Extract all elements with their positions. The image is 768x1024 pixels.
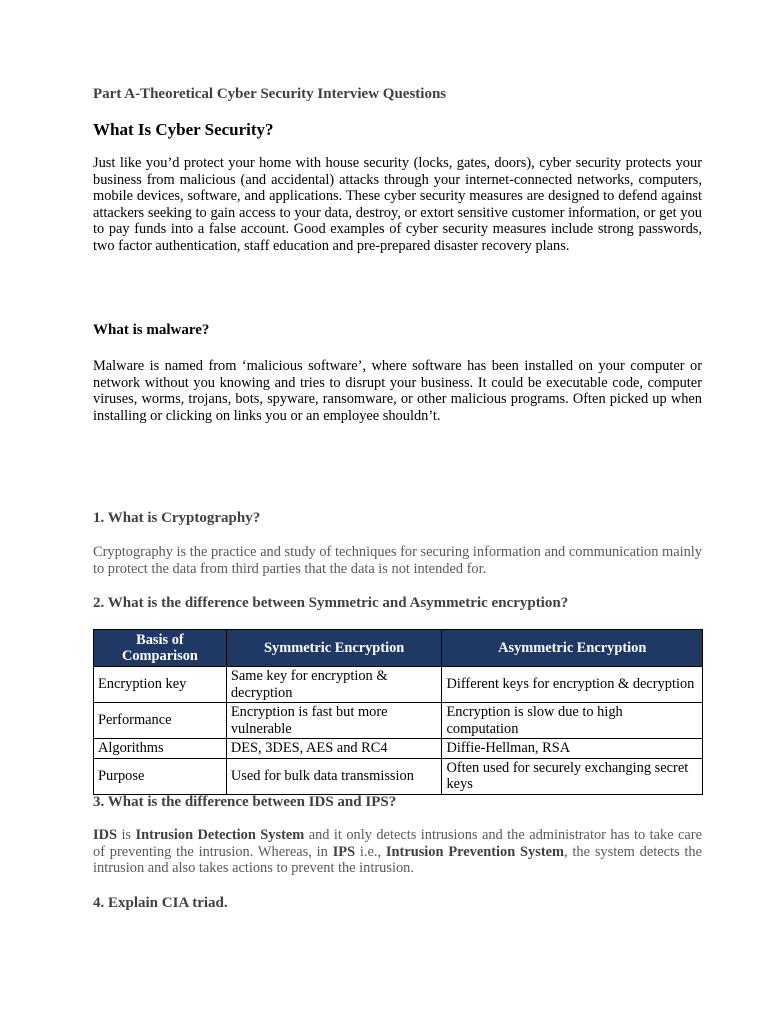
encryption-question: 2. What is the difference between Symmetric and Asymmetric encryption? bbox=[93, 595, 569, 611]
table-cell: Encryption is slow due to high computation bbox=[442, 703, 703, 739]
table-header-asymmetric: Asymmetric Encryption bbox=[442, 630, 703, 667]
cia-triad-question: 4. Explain CIA triad. bbox=[93, 895, 228, 911]
ips-ie-text: i.e., bbox=[355, 843, 386, 860]
encryption-comparison-table bbox=[93, 629, 703, 795]
table-header-row bbox=[94, 630, 703, 667]
table-cell: Performance bbox=[94, 703, 227, 739]
table-cell: Used for bulk data transmission bbox=[226, 758, 442, 794]
table-row bbox=[94, 758, 703, 794]
ids-term: IDS bbox=[93, 827, 117, 843]
table-row bbox=[94, 739, 703, 759]
table-row bbox=[94, 703, 703, 739]
ids-ips-question: 3. What is the difference between IDS and IPS? bbox=[93, 794, 397, 810]
table-header-symmetric: Symmetric Encryption bbox=[226, 630, 442, 667]
ids-ips-answer bbox=[93, 827, 702, 877]
table-cell: Encryption is fast but more vulnerable bbox=[226, 703, 442, 739]
table-cell: Purpose bbox=[94, 758, 227, 794]
table-cell: Same key for encryption & decryption bbox=[226, 667, 442, 703]
ips-term: IPS bbox=[332, 843, 356, 860]
cryptography-question: 1. What is Cryptography? bbox=[93, 510, 261, 526]
table-cell: Diffie-Hellman, RSA bbox=[442, 739, 703, 759]
cyber-security-paragraph: Just like you’d protect your home with house security (locks, gates, doors), cyber security protects your business from malicious (and accidental) attacks through your internet-connected networks, computers, mobile devices, software, and applications. These cyber security measures are designed to defend against attackers seeking to gain access to your data, destroy, or extort sensitive customer information, or get you to pay funds into a false account. Good examples of cyber security measures include strong passwords, two factor authentication, staff education and pre-prepared disaster recovery plans. bbox=[93, 155, 702, 254]
part-title: Part A-Theoretical Cyber Security Interview Questions bbox=[93, 86, 447, 102]
table-cell: Often used for securely exchanging secret keys bbox=[442, 758, 703, 794]
malware-paragraph: Malware is named from ‘malicious software’, where software has been installed on your computer or network without you knowing and tries to disrupt your business. It could be executable code, computer viruses, worms, trojans, bots, spyware, ransomware, or other malicious programs. Often picked up when installing or clicking on links you or an employee shouldn’t. bbox=[93, 358, 702, 424]
cyber-security-heading: What Is Cyber Security? bbox=[93, 120, 274, 139]
table-row bbox=[94, 667, 703, 703]
table-cell: Encryption key bbox=[94, 667, 227, 703]
table-cell: Algorithms bbox=[94, 739, 227, 759]
ids-is-text: is bbox=[117, 827, 136, 843]
table-header-basis: Basis of Comparison bbox=[94, 630, 227, 667]
table-cell: Different keys for encryption & decryption bbox=[442, 667, 703, 703]
ids-full-term: Intrusion Detection System bbox=[135, 827, 305, 843]
ips-full-term: Intrusion Prevention System bbox=[385, 843, 564, 860]
malware-heading: What is malware? bbox=[93, 322, 210, 338]
ips-description: , the system detects the intrusion and also takes actions to prevent the intrusion. bbox=[93, 843, 702, 876]
ids-description: and it only detects intrusions and the administrator has to take care of preventing the intrusion. Whereas, in bbox=[93, 827, 702, 860]
table-cell: DES, 3DES, AES and RC4 bbox=[226, 739, 442, 759]
cryptography-answer: Cryptography is the practice and study of techniques for securing information and communication mainly to protect the data from third parties that the data is not intended for. bbox=[93, 544, 702, 577]
